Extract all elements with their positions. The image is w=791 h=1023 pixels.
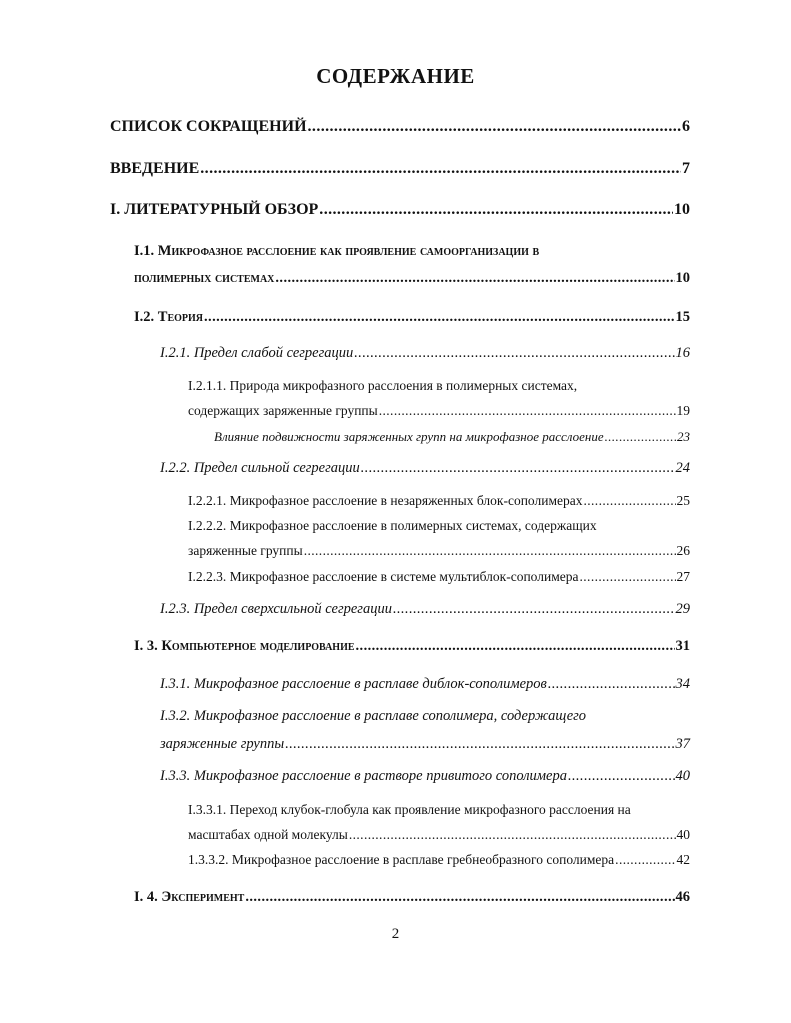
toc-entry-text: I.2.1. Предел слабой сегрегации (160, 345, 354, 361)
toc-entry-text: I.2.3. Предел сверхсильной сегрегации (160, 601, 392, 617)
toc-entry-section-1-4[interactable] (134, 889, 690, 906)
dot-leader (285, 736, 674, 753)
toc-entry-text: Микрофазное расслоение как проявление самоорганизации в (157, 243, 540, 259)
toc-entry-title: Эксперимент (161, 889, 245, 905)
dot-leader (548, 676, 675, 693)
page-title: СОДЕРЖАНИЕ (316, 64, 475, 88)
toc-entry-section-1-3-1[interactable] (160, 676, 690, 693)
toc-entry-text: содержащих заряженные группы (188, 403, 378, 418)
dot-leader (605, 429, 676, 445)
dot-leader (580, 569, 676, 585)
toc-page-number: 25 (676, 493, 690, 508)
toc-entry-text: I.2.2.3. Микрофазное расслоение в системе мультиблок-сополимера (188, 569, 579, 584)
toc-page-number: 37 (675, 736, 690, 752)
dot-leader (615, 852, 675, 868)
toc-entry-abbreviations[interactable] (110, 118, 690, 136)
toc-entry-section-1-2-2-3[interactable] (188, 569, 690, 585)
toc-entry-section-1-2-1-1-line1[interactable]: I.2.1.1. Природа микрофазного расслоения в полимерных системах, (188, 378, 578, 393)
toc-entry-section-1-2-2[interactable] (160, 460, 690, 477)
toc-entry-text: I.2.2.1. Микрофазное расслоение в незаряженных блок-сополимерах (188, 493, 583, 508)
dot-leader (583, 493, 675, 509)
toc-page-number: 10 (675, 270, 690, 286)
toc-page-number: 34 (675, 676, 690, 692)
toc-page-number: 6 (682, 118, 690, 135)
dot-leader (308, 118, 681, 136)
toc-entry-section-1-2-1[interactable] (160, 345, 690, 362)
toc-entry-charge-mobility[interactable] (214, 429, 690, 445)
dot-leader (304, 543, 676, 559)
toc-page-number: 19 (676, 403, 690, 418)
toc-entry-literature-review[interactable] (110, 201, 690, 219)
toc-entry-section-1-1[interactable] (134, 270, 690, 287)
dot-leader (379, 403, 676, 419)
toc-page-number: 16 (675, 345, 690, 361)
toc-entry-number: I. 3. (134, 638, 158, 654)
toc-entry-section-1-2-2-1[interactable] (188, 493, 690, 509)
toc-entry-introduction[interactable] (110, 160, 690, 178)
toc-page-number: 29 (675, 601, 690, 617)
toc-page-number: 40 (675, 768, 690, 784)
toc-entry-text: I.2.2. Предел сильной сегрегации (160, 460, 360, 476)
dot-leader (245, 889, 674, 906)
toc-entry-section-1-3-3[interactable] (160, 768, 690, 785)
dot-leader (349, 827, 676, 843)
dot-leader (361, 460, 675, 477)
toc-page-number: 31 (675, 638, 690, 654)
toc-page-number: 42 (676, 852, 690, 867)
toc-entry-section-1-2-2-2-line1[interactable]: I.2.2.2. Микрофазное расслоение в полимерных системах, содержащих (188, 518, 597, 533)
toc-entry-section-1-2[interactable] (134, 309, 690, 326)
toc-entry-number: I. 4. (134, 889, 158, 905)
toc-entry-section-1-3-2-line1[interactable]: I.3.2. Микрофазное расслоение в расплаве сополимера, содержащего (160, 708, 587, 724)
toc-page-number: 40 (676, 827, 690, 842)
toc-entry-text: масштабах одной молекулы (188, 827, 348, 842)
dot-leader (568, 768, 675, 785)
toc-entry-section-1-2-3[interactable] (160, 601, 690, 618)
toc-page-number: 23 (677, 429, 690, 444)
toc-page-number: 46 (675, 889, 690, 905)
toc-entry-text: заряженные группы (188, 543, 303, 558)
toc-entry-section-1-2-2-2[interactable] (188, 543, 690, 559)
toc-entry-text: I.3.3. Микрофазное расслоение в растворе привитого сополимера (160, 768, 567, 784)
toc-entry-text: СПИСОК СОКРАЩЕНИЙ (110, 118, 307, 135)
toc-page-number: 27 (676, 569, 690, 584)
toc-entry-section-1-3-3-2[interactable] (188, 852, 690, 868)
toc-entry-text: I. ЛИТЕРАТУРНЫЙ ОБЗОР (110, 201, 319, 218)
toc-entry-section-1-3-3-1-line1[interactable]: I.3.3.1. Переход клубок-глобула как проявление микрофазного расслоения на (188, 802, 631, 817)
toc-page-number: 10 (674, 201, 690, 218)
toc-page-number: 15 (675, 309, 690, 325)
toc-entry-section-1-3-3-1[interactable] (188, 827, 690, 843)
toc-entry-text: полимерных системах (134, 270, 275, 286)
toc-page-number: 24 (675, 460, 690, 476)
toc-entry-title: Компьютерное моделирование (161, 638, 355, 654)
toc-entry-text: заряженные группы (160, 736, 285, 752)
toc-page-number: 26 (676, 543, 690, 558)
dot-leader (200, 160, 681, 178)
toc-entry-text: ВВЕДЕНИЕ (110, 160, 200, 177)
dot-leader (204, 309, 674, 326)
toc-entry-number: I.1. (134, 243, 155, 259)
toc-entry-text: I.3.1. Микрофазное расслоение в расплаве диблок-сополимеров (160, 676, 547, 692)
toc-entry-text (134, 638, 355, 655)
toc-entry-text: 1.3.3.2. Микрофазное расслоение в расплаве гребнеобразного сополимера (188, 852, 615, 867)
toc-page-number: 7 (682, 160, 690, 177)
toc-entry-section-1-1-line1[interactable] (134, 243, 539, 260)
toc-entry-title: Теория (157, 309, 204, 325)
toc-entry-section-1-2-1-1[interactable] (188, 403, 690, 419)
dot-leader (354, 345, 674, 362)
dot-leader (356, 638, 675, 655)
toc-entry-section-1-3[interactable] (134, 638, 690, 655)
toc-entry-text (134, 309, 203, 326)
page-number: 2 (391, 926, 400, 942)
dot-leader (319, 201, 673, 219)
toc-entry-text (134, 889, 244, 906)
dot-leader (393, 601, 675, 618)
toc-entry-number: I.2. (134, 309, 155, 325)
toc-entry-text: Влияние подвижности заряженных групп на микрофазное расслоение (214, 429, 604, 444)
toc-entry-section-1-3-2[interactable] (160, 736, 690, 753)
dot-leader (275, 270, 674, 287)
